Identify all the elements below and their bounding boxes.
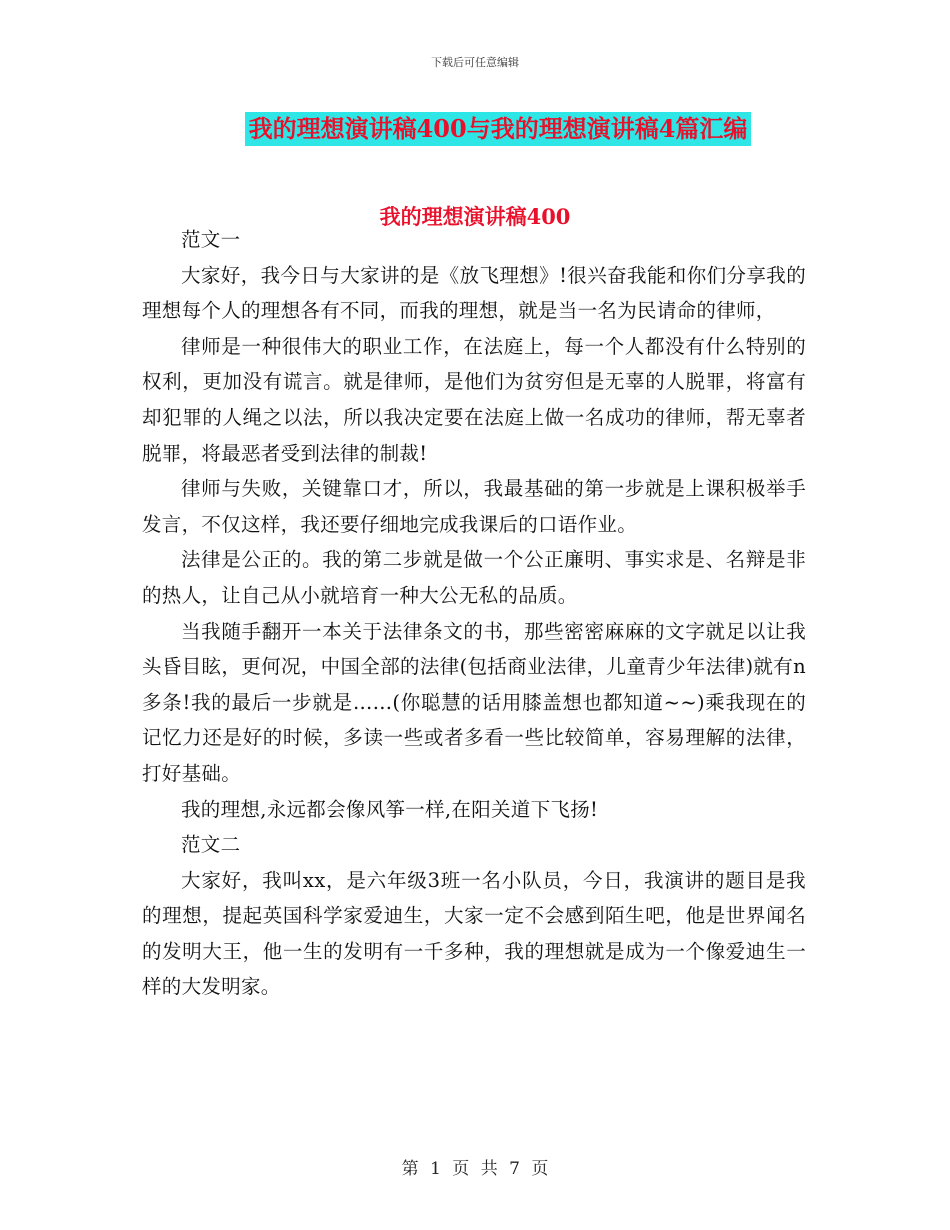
paragraph: 范文二 bbox=[181, 833, 241, 857]
document-title-container bbox=[0, 112, 950, 146]
paragraph: 律师与失败，关键靠口才，所以，我最基础的第一步就是上课积极举手发言，不仅这样，我还要仔细地完成我课后的口语作业。 bbox=[142, 477, 806, 536]
paragraph: 当我随手翻开一本关于法律条文的书，那些密密麻麻的文字就足以让我头昏目眩，更何况，中国全部的法律(包括商业法律，儿童青少年法律)就有n多条!我的最后一步就是……(你聪慧的话用膝盖想也都知道~~)乘我现在的记忆力还是好的时候，多读一些或者多看一些比较简单，容易理解的法律，打好基础。 bbox=[142, 619, 806, 785]
paragraph: 我的理想,永远都会像风筝一样,在阳关道下飞扬! bbox=[181, 797, 599, 821]
section-title: 我的理想演讲稿400 bbox=[379, 204, 571, 229]
paragraph: 大家好，我今日与大家讲的是《放飞理想》!很兴奋我能和你们分享我的理想每个人的理想各有不同，而我的理想，就是当一名为民请命的律师， bbox=[142, 263, 806, 323]
paragraph: 法律是公正的。我的第二步就是做一个公正廉明、事实求是、名辩是非的热人，让自己从小就培育一种大公无私的品质。 bbox=[142, 548, 806, 607]
document-body bbox=[142, 220, 806, 1005]
page-footer: 第 1 页 共 7 页 bbox=[401, 1159, 549, 1179]
paragraph: 律师是一种很伟大的职业工作，在法庭上，每一个人都没有什么特别的权利，更加没有谎言。就是律师，是他们为贫穷但是无辜的人脱罪，将富有却犯罪的人绳之以法，所以我决定要在法庭上做一名成功的律师，帮无辜者脱罪，将最恶者受到法律的制裁! bbox=[142, 334, 806, 465]
header-note: 下载后可任意编辑 bbox=[431, 56, 519, 69]
document-title: 我的理想演讲稿400与我的理想演讲稿4篇汇编 bbox=[245, 112, 752, 146]
paragraph: 范文一 bbox=[181, 228, 241, 251]
paragraph: 大家好，我叫xx，是六年级3班一名小队员，今日，我演讲的题目是我的理想，提起英国科学家爱迪生，大家一定不会感到陌生吧，他是世界闻名的发明大王，他一生的发明有一千多种，我的理想就是成为一个像爱迪生一样的大发明家。 bbox=[142, 868, 806, 999]
